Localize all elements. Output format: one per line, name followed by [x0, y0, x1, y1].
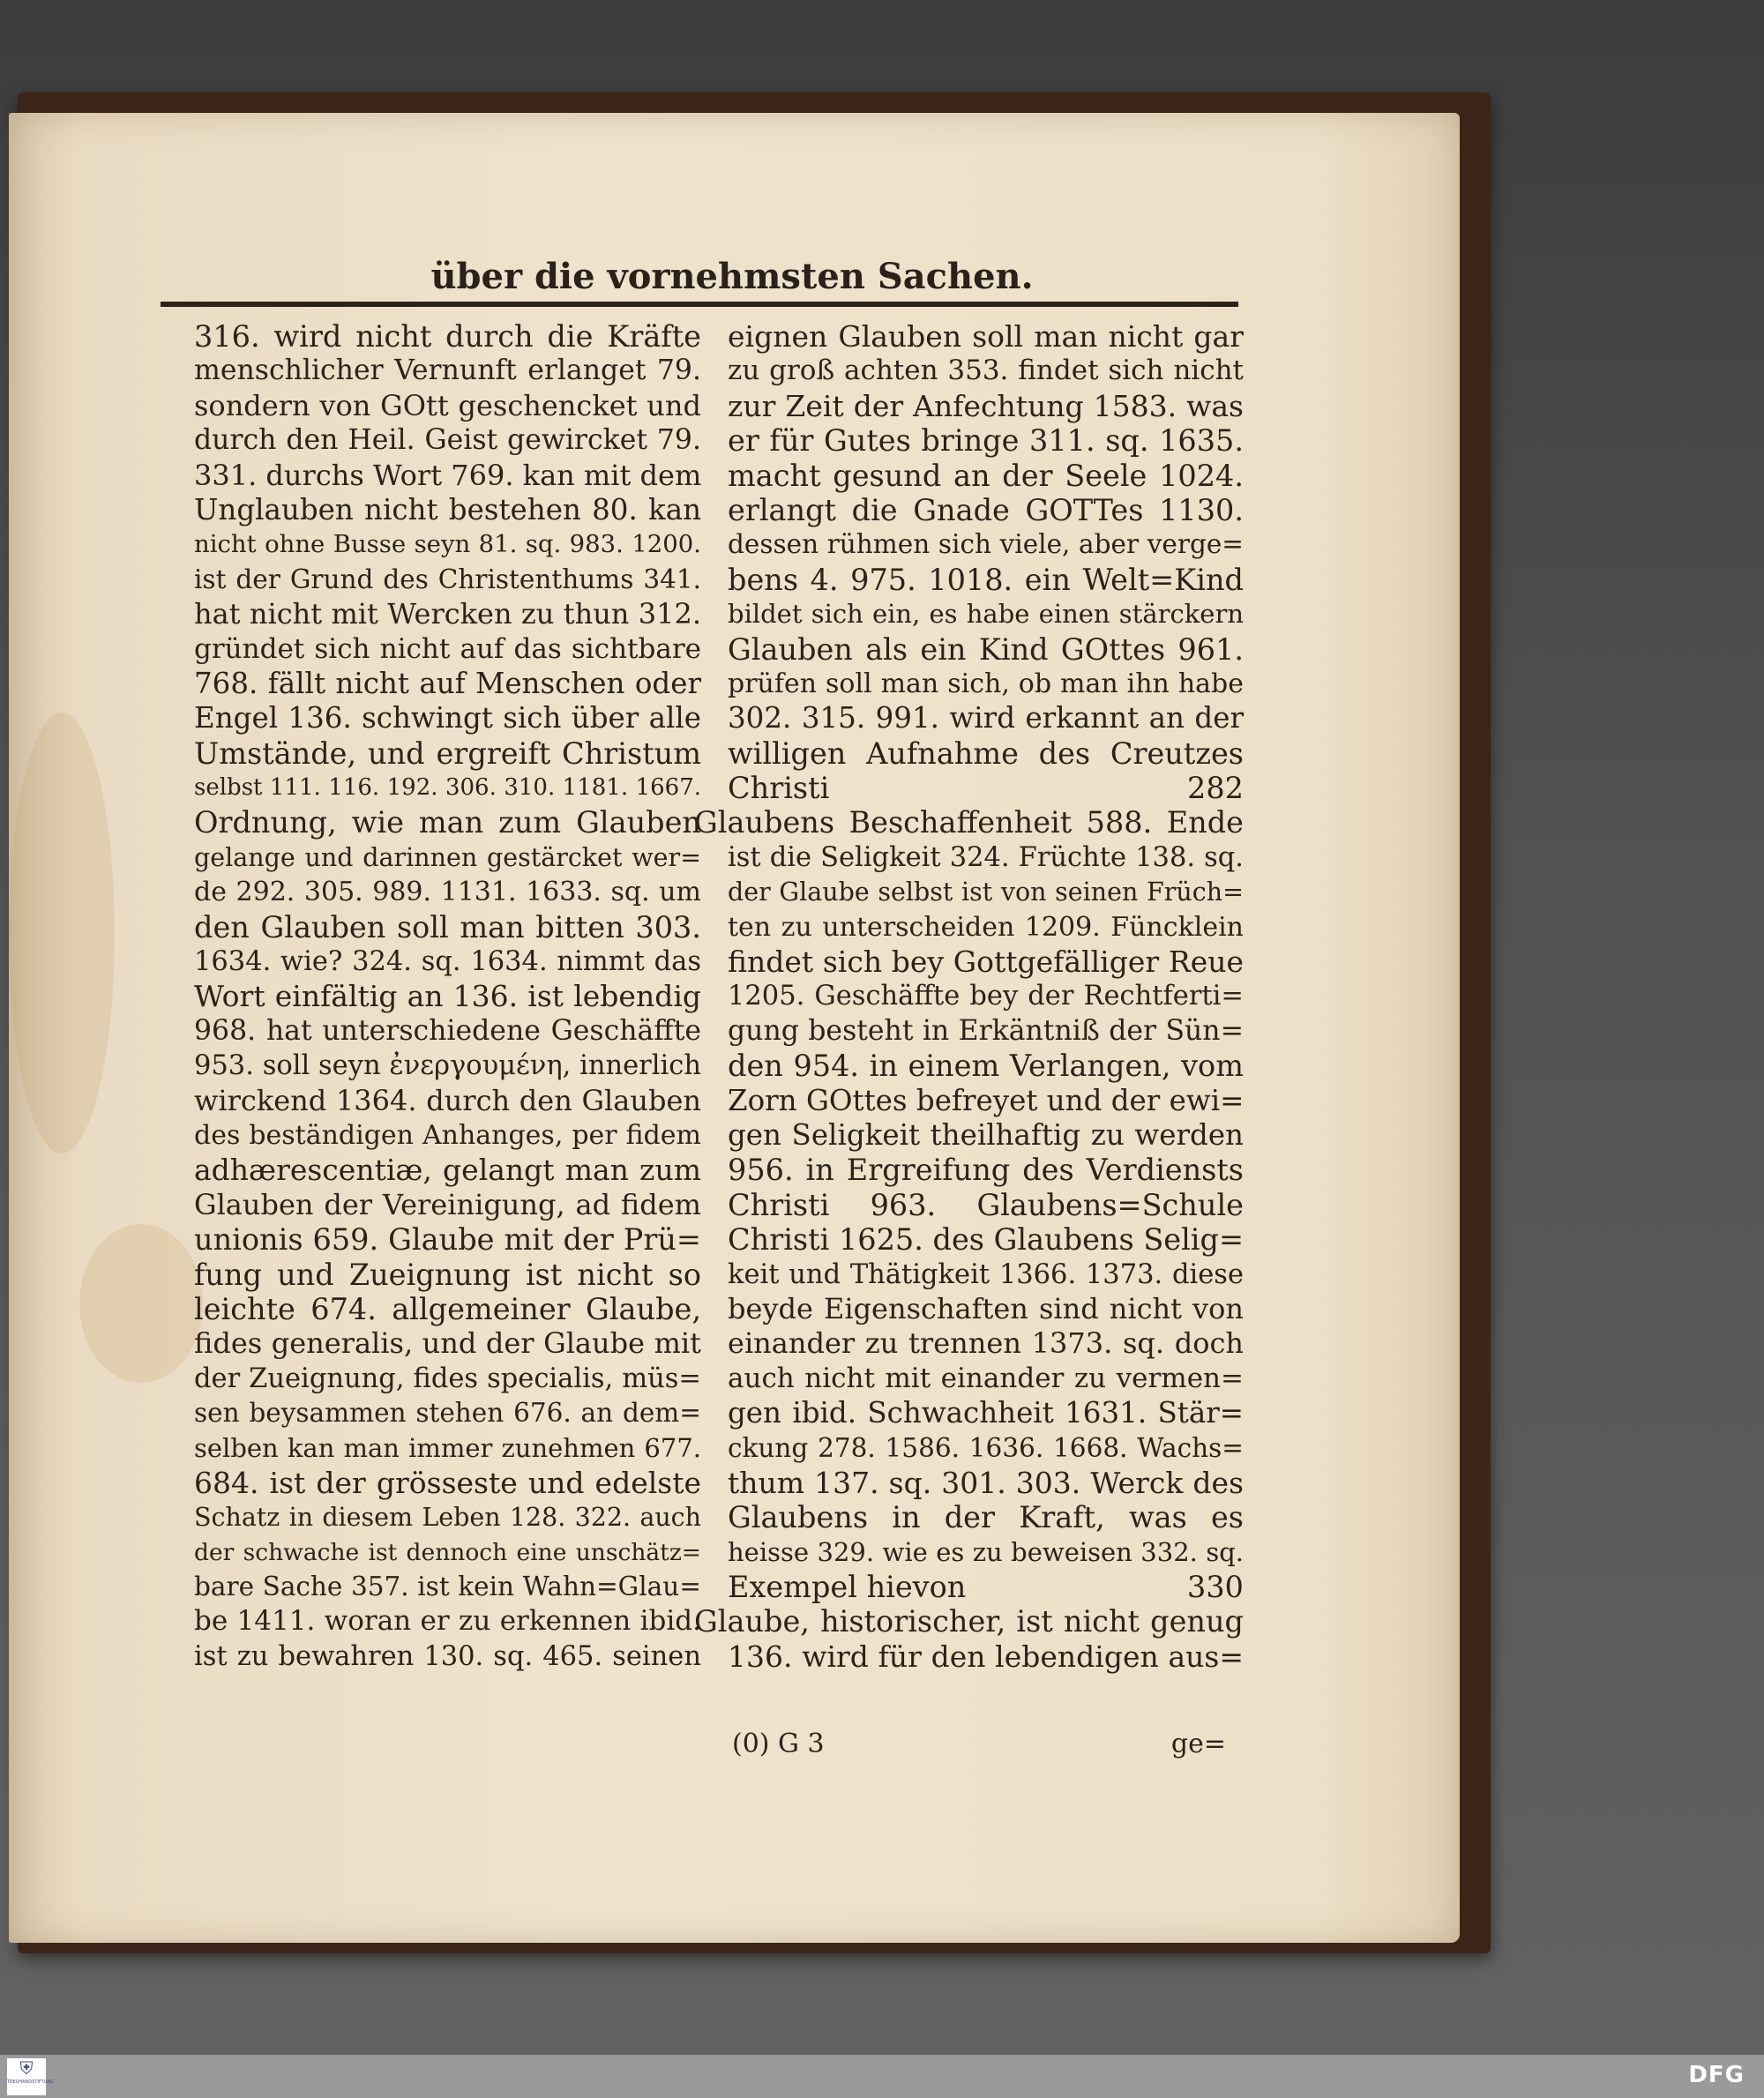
text-line: Christi 1625. des Glaubens Selig=	[728, 1222, 1245, 1258]
text-line: ist der Grund des Christenthums 341.	[194, 564, 701, 594]
page-stain	[79, 1224, 203, 1383]
treuhand-logo	[7, 2057, 54, 2095]
text-line: gründet sich nicht auf das sichtbare	[194, 632, 701, 665]
text-line: bildet sich ein, es habe einen stärckern	[728, 599, 1244, 630]
shield-icon: ⛨	[19, 2057, 34, 2079]
text-line: fung und Zueignung ist nicht so	[194, 1257, 701, 1292]
text-line: gung besteht in Erkäntniß der Sün=	[728, 1014, 1244, 1047]
text-line: gelange und darinnen gestärcket wer=	[194, 842, 701, 872]
text-line: heisse 329. wie es zu beweisen 332. sq.	[728, 1536, 1244, 1567]
text-line: 956. in Ergreifung des Verdiensts	[728, 1153, 1244, 1188]
text-line: willigen Aufnahme des Creutzes	[728, 735, 1244, 771]
text-line: fides generalis, und der Glaube mit	[194, 1326, 701, 1361]
text-line: des beständigen Anhanges, per fidem	[194, 1119, 701, 1151]
text-line: sen beysammen stehen 676. an dem=	[194, 1398, 701, 1429]
text-line: thum 137. sq. 301. 303. Werck des	[728, 1465, 1244, 1500]
text-fragment: Exempel hievon	[728, 1570, 967, 1605]
text-line: 136. wird für den lebendigen aus=	[728, 1639, 1244, 1674]
text-fragment: Christi	[728, 771, 830, 806]
text-line: ist zu bewahren 130. sq. 465. seinen	[194, 1640, 701, 1672]
text-line: er für Gutes bringe 311. sq. 1635.	[728, 423, 1244, 459]
text-line: selbst 111. 116. 192. 306. 310. 1181. 1667.	[194, 774, 701, 802]
text-line: den Glauben soll man bitten 303.	[194, 909, 701, 944]
text-line: wirckend 1364. durch den Glauben	[194, 1083, 701, 1117]
text-line: den 954. in einem Verlangen, vom	[728, 1049, 1244, 1084]
text-line: 302. 315. 991. wird erkannt an der	[728, 701, 1244, 735]
text-line: gen ibid. Schwachheit 1631. Stär=	[728, 1396, 1244, 1430]
text-line: erlangt die Gnade GOTTes 1130.	[728, 492, 1244, 527]
text-line: eignen Glauben soll man nicht gar	[728, 319, 1244, 354]
page-reference: 282	[1187, 771, 1244, 806]
text-line: Unglauben nicht bestehen 80. kan	[194, 492, 701, 526]
text-line: prüfen soll man sich, ob man ihn habe	[728, 668, 1244, 699]
text-line: keit und Thätigkeit 1366. 1373. diese	[728, 1258, 1244, 1290]
text-line: bare Sache 357. ist kein Wahn=Glau=	[194, 1572, 701, 1602]
text-line: ist die Seligkeit 324. Früchte 138. sq.	[728, 841, 1244, 873]
header-rule	[161, 302, 1238, 307]
text-line: sondern von GOtt geschencket und	[194, 388, 701, 422]
signature-line	[732, 1728, 1226, 1759]
entry-end-line	[728, 1570, 1244, 1604]
text-line: dessen rühmen sich viele, aber verge=	[728, 529, 1244, 560]
text-line: leichte 674. allgemeiner Glaube,	[194, 1291, 701, 1326]
text-line: ten zu unterscheiden 1209. Füncklein	[728, 911, 1244, 943]
text-line: Glauben der Vereinigung, ad fidem	[194, 1187, 701, 1221]
text-line: Schatz in diesem Leben 128. 322. auch	[194, 1503, 701, 1533]
text-line: der schwache ist dennoch eine unschätz=	[194, 1538, 701, 1566]
signature-mark: (0) G 3	[732, 1728, 825, 1759]
text-line: Glaubens in der Kraft, was es	[728, 1500, 1244, 1535]
text-line: menschlicher Vernunft erlanget 79.	[194, 355, 701, 387]
entry-heading-line: Glaube, historischer, ist nicht genug	[694, 1604, 1244, 1639]
text-line: Ordnung, wie man zum Glauben	[194, 805, 701, 840]
page-reference: 330	[1187, 1570, 1244, 1605]
text-line: adhærescentiæ, gelangt man zum	[194, 1153, 701, 1188]
text-line: 953. soll seyn ἐνεργουμένη, innerlich	[194, 1050, 701, 1082]
left-column	[194, 319, 701, 1674]
text-line: auch nicht mit einander zu vermen=	[728, 1362, 1244, 1394]
text-line: gen Seligkeit theilhaftig zu werden	[728, 1117, 1244, 1152]
text-line: Engel 136. schwingt sich über alle	[194, 701, 701, 735]
text-line: zur Zeit der Anfechtung 1583. was	[728, 388, 1244, 423]
text-line: unionis 659. Glaube mit der Prü=	[194, 1222, 701, 1258]
text-line: Glauben als ein Kind GOttes 961.	[728, 631, 1244, 667]
entry-heading-line: Glaubens Beschaffenheit 588. Ende	[694, 805, 1244, 840]
text-line: einander zu trennen 1373. sq. doch	[728, 1326, 1244, 1361]
text-line: 768. fällt nicht auf Menschen oder	[194, 666, 701, 700]
text-line: Christi 963. Glaubens=Schule	[728, 1187, 1244, 1222]
text-line: ckung 278. 1586. 1636. 1668. Wachs=	[728, 1432, 1244, 1463]
catchword: ge=	[1170, 1728, 1226, 1759]
running-head: über die vornehmsten Sachen.	[430, 256, 1034, 297]
text-line: be 1411. woran er zu erkennen ibid.	[194, 1605, 701, 1638]
text-line: 1634. wie? 324. sq. 1634. nimmt das	[194, 946, 701, 978]
page-stain	[9, 713, 115, 1154]
text-line: findet sich bey Gottgefälliger Reue	[728, 944, 1244, 980]
text-line: bens 4. 975. 1018. ein Welt=Kind	[728, 562, 1244, 597]
text-line: 968. hat unterschiedene Geschäffte	[194, 1014, 701, 1047]
text-line: der Zueignung, fides specialis, müs=	[194, 1363, 701, 1394]
text-line: Zorn GOttes befreyet und der ewi=	[728, 1083, 1245, 1117]
logo-text: TREUHANDSTIFTUNG	[7, 2079, 54, 2085]
text-line: beyde Eigenschaften sind nicht von	[728, 1291, 1244, 1325]
text-line: 684. ist der grösseste und edelste	[194, 1465, 701, 1500]
text-line: de 292. 305. 989. 1131. 1633. sq. um	[194, 877, 701, 908]
text-line: durch den Heil. Geist gewircket 79.	[194, 424, 701, 457]
entry-end-line	[728, 771, 1244, 805]
text-line: macht gesund an der Seele 1024.	[728, 458, 1244, 493]
text-line: nicht ohne Busse seyn 81. sq. 983. 1200.	[194, 530, 701, 559]
text-line: zu groß achten 353. findet sich nicht	[728, 355, 1244, 387]
right-column	[694, 319, 1245, 1674]
text-line: der Glaube selbst ist von seinen Früch=	[728, 877, 1244, 907]
text-line: 316. wird nicht durch die Kräfte	[194, 319, 701, 354]
text-line: hat nicht mit Wercken zu thun 312.	[194, 597, 701, 631]
text-line: Wort einfältig an 136. ist lebendig	[194, 979, 701, 1014]
viewer-footer-bar	[0, 2055, 1764, 2098]
text-line: 331. durchs Wort 769. kan mit dem	[194, 458, 702, 492]
text-line: Umstände, und ergreift Christum	[194, 735, 701, 771]
text-line: selben kan man immer zunehmen 677.	[194, 1432, 701, 1463]
text-line: 1205. Geschäffte bey der Rechtferti=	[728, 981, 1244, 1012]
dfg-logo: DFG	[1688, 2062, 1745, 2088]
